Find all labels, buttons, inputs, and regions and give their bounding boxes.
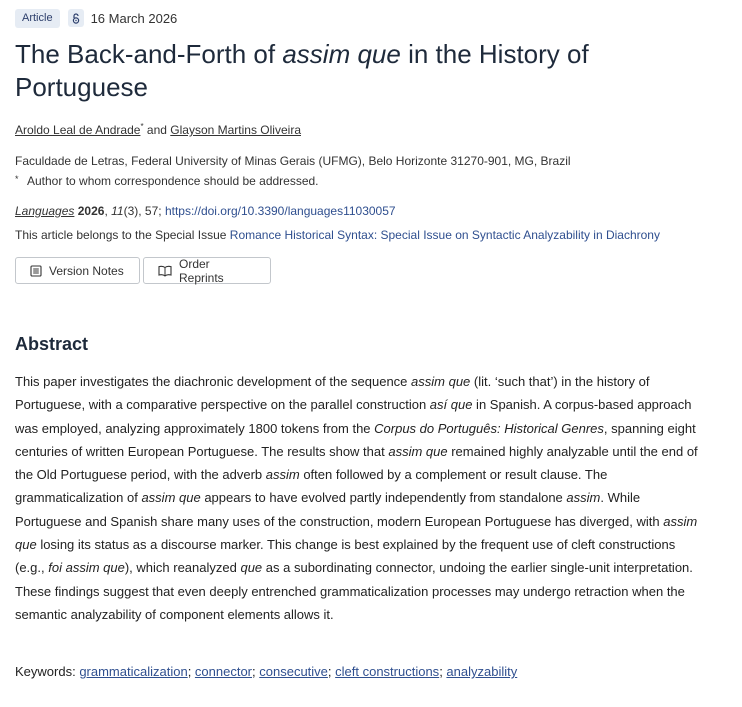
abstract-segment: remained highly analyzable until the end of the Old Portuguese period, with the adverb (15, 443, 698, 483)
keyword-link[interactable]: analyzability (446, 664, 518, 679)
keyword-link[interactable]: grammaticalization (79, 664, 188, 679)
citation-issue-pages: (3), 57; (123, 204, 165, 218)
citation-line: Languages 2026, 11(3), 57; https://doi.org/10.3390/languages11030057 (15, 204, 396, 218)
keyword-link[interactable]: cleft constructions (335, 664, 440, 679)
author-list (15, 122, 301, 137)
article-meta-row (15, 8, 177, 28)
author-link-2[interactable]: Glayson Martins Oliveira (170, 123, 301, 137)
doi-link[interactable]: https://doi.org/10.3390/languages11030057 (164, 204, 396, 218)
abstract-segment: ), which reanalyzed (124, 560, 241, 576)
keyword-link[interactable]: consecutive (259, 664, 328, 679)
order-reprints-button[interactable] (143, 257, 271, 284)
abstract-segment: appears to have evolved partly independently from standalone (200, 490, 567, 506)
abstract-segment: in Spanish. A corpus-based approach was employed, analyzing approximately 1800 tokens from the (15, 397, 692, 436)
author-link-1[interactable]: Aroldo Leal de Andrade (15, 123, 141, 137)
special-issue-link[interactable]: Romance Historical Syntax: Special Issue on Syntactic Analyzability in Diachrony (229, 228, 660, 242)
abstract-segment: . While Portuguese and Spanish share many uses of the construction, modern European Portuguese has diverged, with (15, 490, 664, 529)
abstract-heading: Abstract (15, 334, 89, 354)
document-list-icon (30, 265, 42, 277)
correspondence-note (15, 174, 319, 188)
abstract-italic-term: assim que (388, 443, 448, 459)
version-notes-label: Version Notes (49, 263, 124, 278)
keyword-separator: ; (252, 664, 260, 679)
title-part2: in the History of Portuguese (15, 39, 589, 102)
abstract-segment: This paper investigates the diachronic development of the sequence (15, 374, 412, 389)
abstract-segment: often followed by a complement or result clause. The grammaticalization of (15, 467, 608, 506)
abstract-italic-term: assim que (411, 374, 471, 389)
publication-date: 16 March 2026 (90, 10, 178, 26)
title-part1: The Back-and-Forth of (15, 39, 283, 69)
citation-year: 2026 (77, 204, 105, 218)
keyword-separator: ; (187, 664, 195, 679)
abstract-italic-term: foi assim que (48, 560, 125, 576)
abstract-segment: , spanning eight centuries of written European Portuguese. The results show that (15, 420, 696, 459)
abstract-italic-term: Corpus do Português: Historical Genres (374, 420, 604, 436)
abstract-text (15, 370, 705, 626)
corresponding-author-mark: * (140, 122, 144, 131)
abstract-italic-term: assim (566, 490, 601, 506)
open-access-lock-icon (68, 9, 84, 27)
abstract-segment: (lit. ‘such that’) in the history of Portuguese, with a comparative perspective on the parallel construction (15, 374, 650, 413)
abstract-italic-term: que (240, 560, 263, 576)
author-conjunction: and (146, 123, 167, 137)
keyword-link[interactable]: connector (194, 664, 253, 679)
title-italic: assim que (282, 39, 401, 69)
citation-volume: 11 (111, 204, 124, 218)
keyword-separator: ; (439, 664, 447, 679)
abstract-italic-term: assim (265, 467, 300, 483)
keyword-separator: ; (327, 664, 336, 679)
open-book-icon (158, 265, 172, 277)
article-title (15, 38, 715, 104)
article-type-badge: Article (15, 9, 60, 28)
keywords-line (15, 664, 517, 679)
article-actions (15, 257, 271, 284)
abstract-segment: losing its status as a discourse marker. This change is best explained by the frequent use of cleft constructions (e.g., (15, 537, 676, 576)
special-issue-prefix: This article belongs to the Special Issue (15, 228, 230, 242)
abstract-italic-term: así que (429, 397, 473, 413)
special-issue-line (15, 228, 660, 242)
abstract-italic-term: assim que (141, 490, 201, 506)
abstract-segment: as a subordinating connector, undoing the earlier single-unit interpretation. These findings suggest that even deeply entrenched grammaticalization processes may undergo retraction when the semantic analyzability of component elements allows it. (15, 560, 693, 622)
keywords-label: Keywords: (15, 664, 80, 679)
correspondence-mark: * (15, 174, 19, 184)
correspondence-text: Author to whom correspondence should be addressed. (27, 174, 319, 188)
journal-name[interactable]: Languages (15, 204, 75, 218)
version-notes-button[interactable] (15, 257, 140, 284)
abstract-italic-term: assim que (15, 513, 698, 553)
order-reprints-label: Order Reprints (179, 256, 224, 285)
affiliation: Faculdade de Letras, Federal University of Minas Gerais (UFMG), Belo Horizonte 31270-901, MG, Brazil (15, 154, 571, 168)
